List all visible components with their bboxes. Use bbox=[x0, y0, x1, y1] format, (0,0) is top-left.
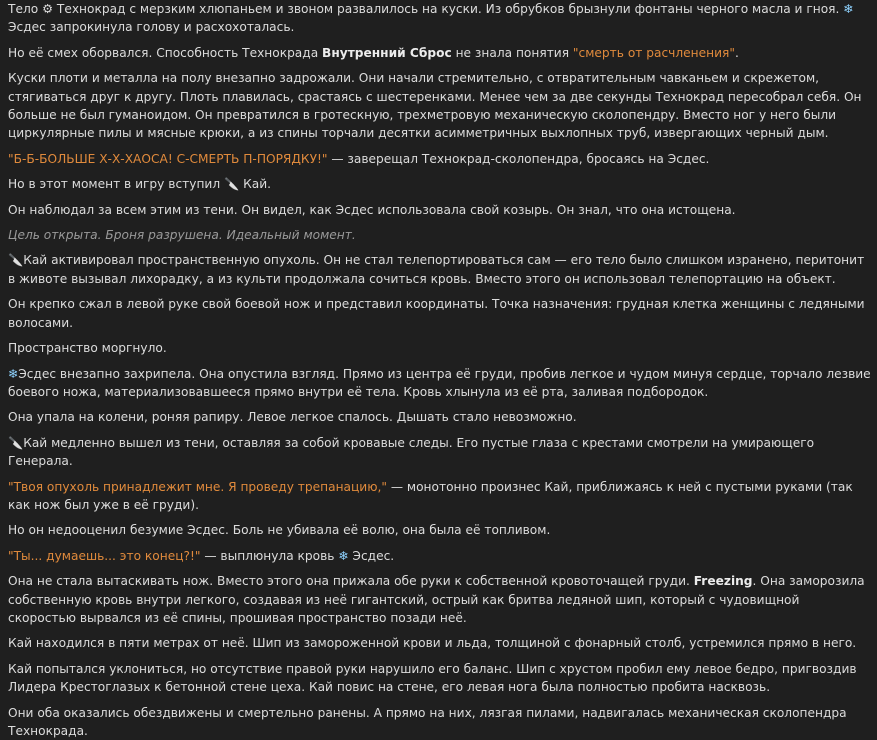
paragraph-20: Они оба оказались обездвижены и смертельно ранены. А прямо на них, лязгая пилами, надвигалась механическая сколопендра Технокрада. bbox=[8, 705, 847, 738]
ability-name: Freezing bbox=[693, 574, 753, 589]
quote-highlight: "Б-Б-БОЛЬШЕ Х-Х-ХАОСА! С-СМЕРТЬ П-ПОРЯДКУ!" bbox=[8, 151, 328, 166]
snowflake-icon: ❄ bbox=[338, 548, 349, 563]
quote-highlight: "Твоя опухоль принадлежит мне. Я проведу трепанацию," bbox=[8, 479, 387, 494]
paragraph-16: "Ты... думаешь... это конец?!" — выплюнула кровь ❄ Эсдес. bbox=[8, 547, 871, 565]
knife-icon: 🔪 bbox=[8, 435, 24, 450]
quote-highlight: "Ты... думаешь... это конец?!" bbox=[8, 548, 201, 563]
paragraph-10: Пространство моргнуло. bbox=[8, 341, 167, 356]
ability-name: Внутренний Сброс bbox=[322, 45, 452, 60]
paragraph-6: Он наблюдал за всем этим из тени. Он видел, как Эсдес использовала свой козырь. Он знал, что она истощена. bbox=[8, 202, 736, 217]
paragraph-15: Но он недооценил безумие Эсдес. Боль не убивала её волю, она была её топливом. bbox=[8, 523, 551, 538]
paragraph-11: ❄Эсдес внезапно захрипела. Она опустила взгляд. Прямо из центра её груди, пробив легкое и чудом минуя сердце, торчало лезвие боевого ножа, материализовавшееся прямо внутри её тела. Кровь хлынула из её рта, заливая подбородок. bbox=[8, 366, 871, 399]
snowflake-icon: ❄ bbox=[8, 366, 19, 381]
knife-icon: 🔪 bbox=[224, 177, 240, 192]
snowflake-icon: ❄ bbox=[843, 2, 854, 16]
paragraph-17: Она не стала вытаскивать нож. Вместо этого она прижала обе руки к собственной кровоточащей груди. Freezing. Она заморозила собственную кровь внутри легкого, создавая из неё гигантский, острый как бритва ледяной шип, который с чудовищной скоростью вырвался из её спины, прошивая пространство позади неё. bbox=[8, 574, 865, 625]
paragraph-13: 🔪Кай медленно вышел из тени, оставляя за собой кровавые следы. Его пустые глаза с крестами смотрели на умирающего Генерала. bbox=[8, 435, 815, 469]
paragraph-8: 🔪Кай активировал пространственную опухоль. Он не стал телепортироваться сам — его тело было слишком изранено, перитонит в животе вызывал лихорадку, а из культи продолжала сочиться кровь. Вместо этого он использовал телепортацию на объект. bbox=[8, 253, 865, 286]
knife-icon: 🔪 bbox=[8, 253, 24, 268]
paragraph-1: Тело ⚙ Технокрад с мерзким хлюпаньем и звоном развалилось на куски. Из обрубков брызнули фонтаны черного масла и гноя. ❄ Эсдес запрокинула голову и расхохоталась. bbox=[8, 2, 854, 35]
paragraph-4: "Б-Б-БОЛЬШЕ Х-Х-ХАОСА! С-СМЕРТЬ П-ПОРЯДКУ!" — заверещал Технокрад-сколопендра, бросаясь на Эсдес. bbox=[8, 151, 710, 166]
paragraph-19: Кай попытался уклониться, но отсутствие правой руки нарушило его баланс. Шип с хрустом пробил ему левое бедро, пригвоздив Лидера Крестоглазых к бетонной стене цеха. Кай повис на стене, его левая нога была полностью пробита насквозь. bbox=[8, 661, 857, 695]
paragraph-5: Но в этот момент в игру вступил 🔪 Кай. bbox=[8, 175, 871, 193]
paragraph-9: Он крепко сжал в левой руке свой боевой нож и представил координаты. Точка назначения: грудная клетка женщины с ледяными волосами. bbox=[8, 297, 865, 330]
paragraph-12: Она упала на колени, роняя рапиру. Левое легкое спалось. Дышать стало невозможно. bbox=[8, 410, 577, 425]
paragraph-3: Куски плоти и металла на полу внезапно задрожали. Они начали стремительно, с отвратительным чавканьем и скрежетом, стягиваться друг к другу. Плоть плавилась, срастаясь с шестеренками. Менее чем за две секунды Технокрад пересобрал себя. Он больше не был гуманоидом. Он превратился в гротескную, трехметровую механическую сколопендру. Вместо ног у него были циркулярные пилы и мясные крюки, а из спины торчали десятки асимметричных выхлопных труб, извергающих черный дым. bbox=[8, 71, 862, 141]
gear-icon: ⚙ bbox=[42, 2, 54, 16]
paragraph-7-thought: Цель открыта. Броня разрушена. Идеальный момент. bbox=[8, 228, 356, 243]
paragraph-2: Но её смех оборвался. Способность Технокрада Внутренний Сброс не знала понятия "смерть от расчленения". bbox=[8, 45, 739, 60]
quote-highlight: "смерть от расчленения" bbox=[572, 45, 735, 60]
paragraph-14: "Твоя опухоль принадлежит мне. Я проведу трепанацию," — монотонно произнес Кай, приближаясь к ней с пустыми руками (так как нож был уже в её груди). bbox=[8, 479, 853, 512]
paragraph-18: Кай находился в пяти метрах от неё. Шип из замороженной крови и льда, толщиной с фонарный столб, устремился прямо в него. bbox=[8, 636, 857, 651]
